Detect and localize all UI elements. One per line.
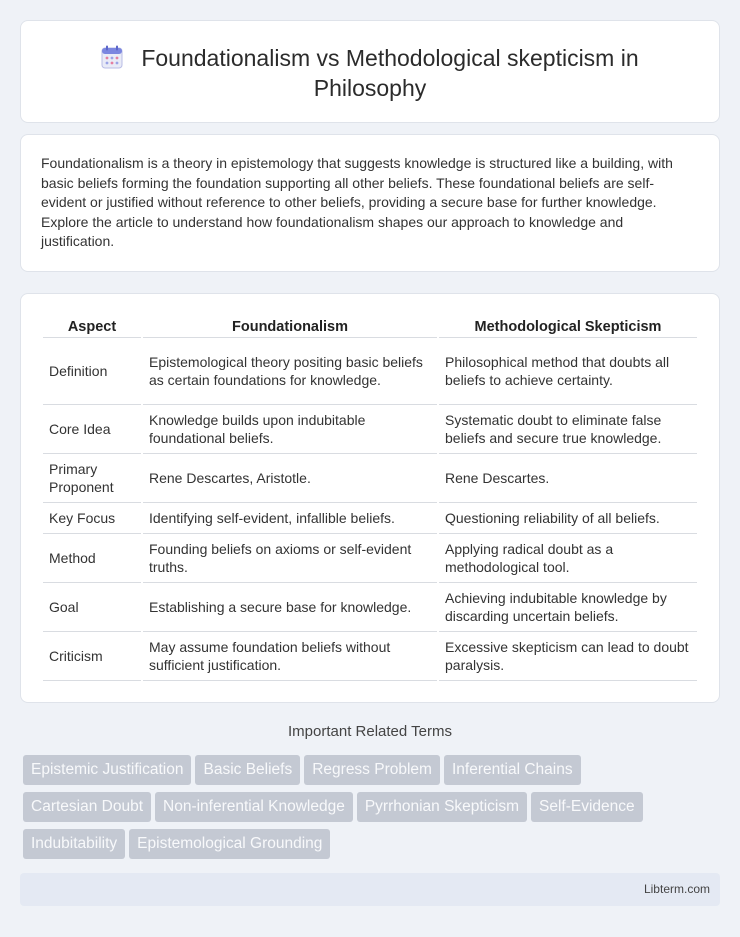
cell-foundationalism: Knowledge builds upon indubitable foundational beliefs. <box>143 405 437 454</box>
page-title <box>21 43 719 103</box>
tag-cartesian-doubt[interactable]: Cartesian Doubt <box>23 792 151 822</box>
footer-bar <box>20 873 720 906</box>
table-row <box>43 405 697 454</box>
intro-paragraph: Foundationalism is a theory in epistemology that suggests knowledge is structured like a building, with basic beliefs forming the foundation supporting all other beliefs. These foundational beliefs are self-evident or justified without reference to other beliefs, providing a secure base for further knowledge. Explore the article to understand how foundationalism shapes our approach to knowledge and justification. <box>41 155 673 249</box>
cell-aspect: Definition <box>43 338 141 405</box>
tag-indubitability[interactable]: Indubitability <box>23 829 125 859</box>
cell-methodological-skepticism: Questioning reliability of all beliefs. <box>439 503 697 534</box>
comparison-card <box>20 293 720 703</box>
tag-non-inferential-knowledge[interactable]: Non-inferential Knowledge <box>155 792 353 822</box>
cell-methodological-skepticism: Achieving indubitable knowledge by discarding uncertain beliefs. <box>439 583 697 632</box>
tag-basic-beliefs[interactable]: Basic Beliefs <box>195 755 300 785</box>
tag-epistemological-grounding[interactable]: Epistemological Grounding <box>129 829 330 859</box>
cell-methodological-skepticism: Systematic doubt to eliminate false beliefs and secure true knowledge. <box>439 405 697 454</box>
calendar-icon <box>101 45 123 69</box>
table-row <box>43 534 697 583</box>
footer-site-link[interactable]: Libterm.com <box>643 882 710 896</box>
cell-foundationalism: Rene Descartes, Aristotle. <box>143 454 437 503</box>
header-methodological-skepticism: Methodological Skepticism <box>439 316 697 338</box>
table-header-row <box>43 316 697 338</box>
tag-self-evidence[interactable]: Self-Evidence <box>531 792 643 822</box>
cell-aspect: Criticism <box>43 632 141 681</box>
cell-aspect: Goal <box>43 583 141 632</box>
table-row <box>43 632 697 681</box>
related-terms-list <box>23 755 703 866</box>
cell-foundationalism: Establishing a secure base for knowledge. <box>143 583 437 632</box>
cell-aspect: Primary Proponent <box>43 454 141 503</box>
table-row <box>43 583 697 632</box>
cell-aspect: Core Idea <box>43 405 141 454</box>
table-row <box>43 338 697 405</box>
title-line-2: Philosophy <box>313 75 427 101</box>
cell-methodological-skepticism: Philosophical method that doubts all beliefs to achieve certainty. <box>439 338 697 405</box>
comparison-table <box>41 316 699 681</box>
tag-epistemic-justification[interactable]: Epistemic Justification <box>23 755 191 785</box>
cell-aspect: Key Focus <box>43 503 141 534</box>
cell-methodological-skepticism: Excessive skepticism can lead to doubt paralysis. <box>439 632 697 681</box>
cell-foundationalism: Identifying self-evident, infallible beliefs. <box>143 503 437 534</box>
tag-pyrrhonian-skepticism[interactable]: Pyrrhonian Skepticism <box>357 792 527 822</box>
cell-methodological-skepticism: Rene Descartes. <box>439 454 697 503</box>
tag-row <box>23 755 703 792</box>
title-line-1: Foundationalism vs Methodological skepticism in <box>141 45 639 71</box>
cell-methodological-skepticism: Applying radical doubt as a methodological tool. <box>439 534 697 583</box>
header-foundationalism: Foundationalism <box>143 316 437 338</box>
cell-aspect: Method <box>43 534 141 583</box>
header-aspect: Aspect <box>43 316 141 338</box>
tag-row <box>23 792 703 829</box>
table-row <box>43 454 697 503</box>
related-terms-title: Important Related Terms <box>288 723 452 740</box>
cell-foundationalism: Epistemological theory positing basic beliefs as certain foundations for knowledge. <box>143 338 437 405</box>
tag-row <box>23 829 703 866</box>
table-row <box>43 503 697 534</box>
intro-card <box>20 134 720 272</box>
cell-foundationalism: Founding beliefs on axioms or self-evident truths. <box>143 534 437 583</box>
tag-inferential-chains[interactable]: Inferential Chains <box>444 755 581 785</box>
cell-foundationalism: May assume foundation beliefs without sufficient justification. <box>143 632 437 681</box>
title-card <box>20 20 720 123</box>
tag-regress-problem[interactable]: Regress Problem <box>304 755 440 785</box>
